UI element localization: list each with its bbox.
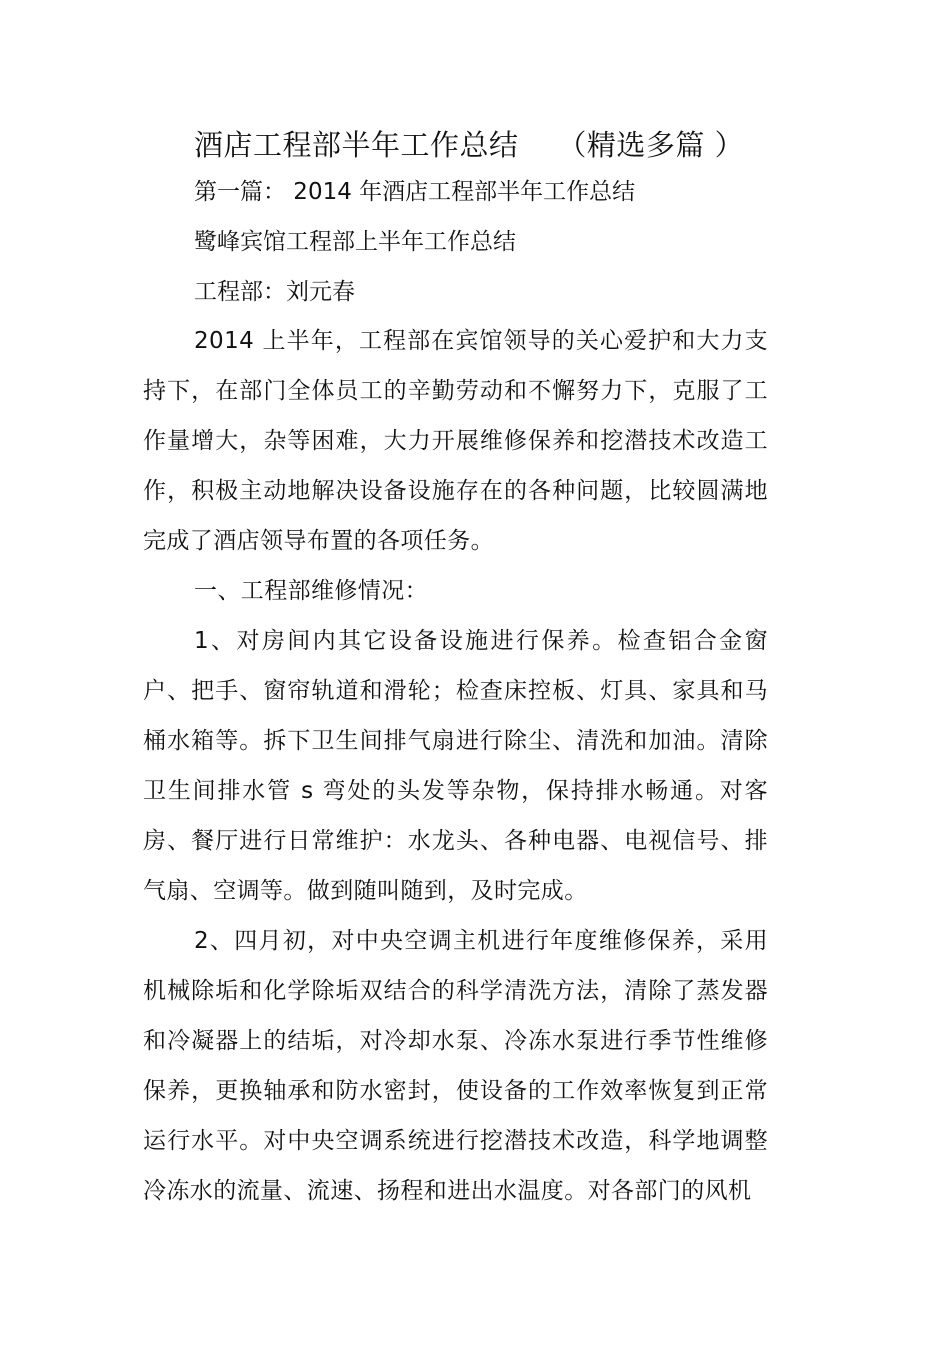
chapter-heading: 第一篇： 2014 年酒店工程部半年工作总结 (194, 179, 636, 205)
document-title: 酒店工程部半年工作总结 （精选多篇 ） (194, 128, 745, 162)
item-paragraph-1: 1、对房间内其它设备设施进行保养。检查铝合金窗户、把手、窗帘轨道和滑轮；检查床控板、灯具、家具和马桶水箱等。拆下卫生间排气扇进行除尘、清洗和加油。清除卫生间排水管 s 弯处的头发等杂物，保持排水畅通。对客房、餐厅进行日常维护：水龙头、各种电器、电视信号、排气扇、空调等。做到随叫随到，及时完成。 (143, 628, 768, 904)
report-subtitle: 鹭峰宾馆工程部上半年工作总结 (194, 229, 516, 255)
item-paragraph-2: 2、四月初，对中央空调主机进行年度维修保养，采用机械除垢和化学除垢双结合的科学清洗方法，清除了蒸发器和冷凝器上的结垢，对冷却水泵、冷冻水泵进行季节性维修保养，更换轴承和防水密封，使设备的工作效率恢复到正常运行水平。对中央空调系统进行挖潜技术改造，科学地调整冷冻水的流量、流速、扬程和进出水温度。对各部门的风机 (143, 928, 768, 1204)
intro-paragraph: 2014 上半年，工程部在宾馆领导的关心爱护和大力支持下，在部门全体员工的辛勤劳动和不懈努力下，克服了工作量增大，杂等困难，大力开展维修保养和挖潜技术改造工作，积极主动地解决设备设施存在的各种问题，比较圆满地完成了酒店领导布置的各项任务。 (143, 328, 768, 554)
section-heading-1: 一、工程部维修情况： (194, 578, 428, 604)
author-line: 工程部：刘元春 (194, 279, 355, 305)
